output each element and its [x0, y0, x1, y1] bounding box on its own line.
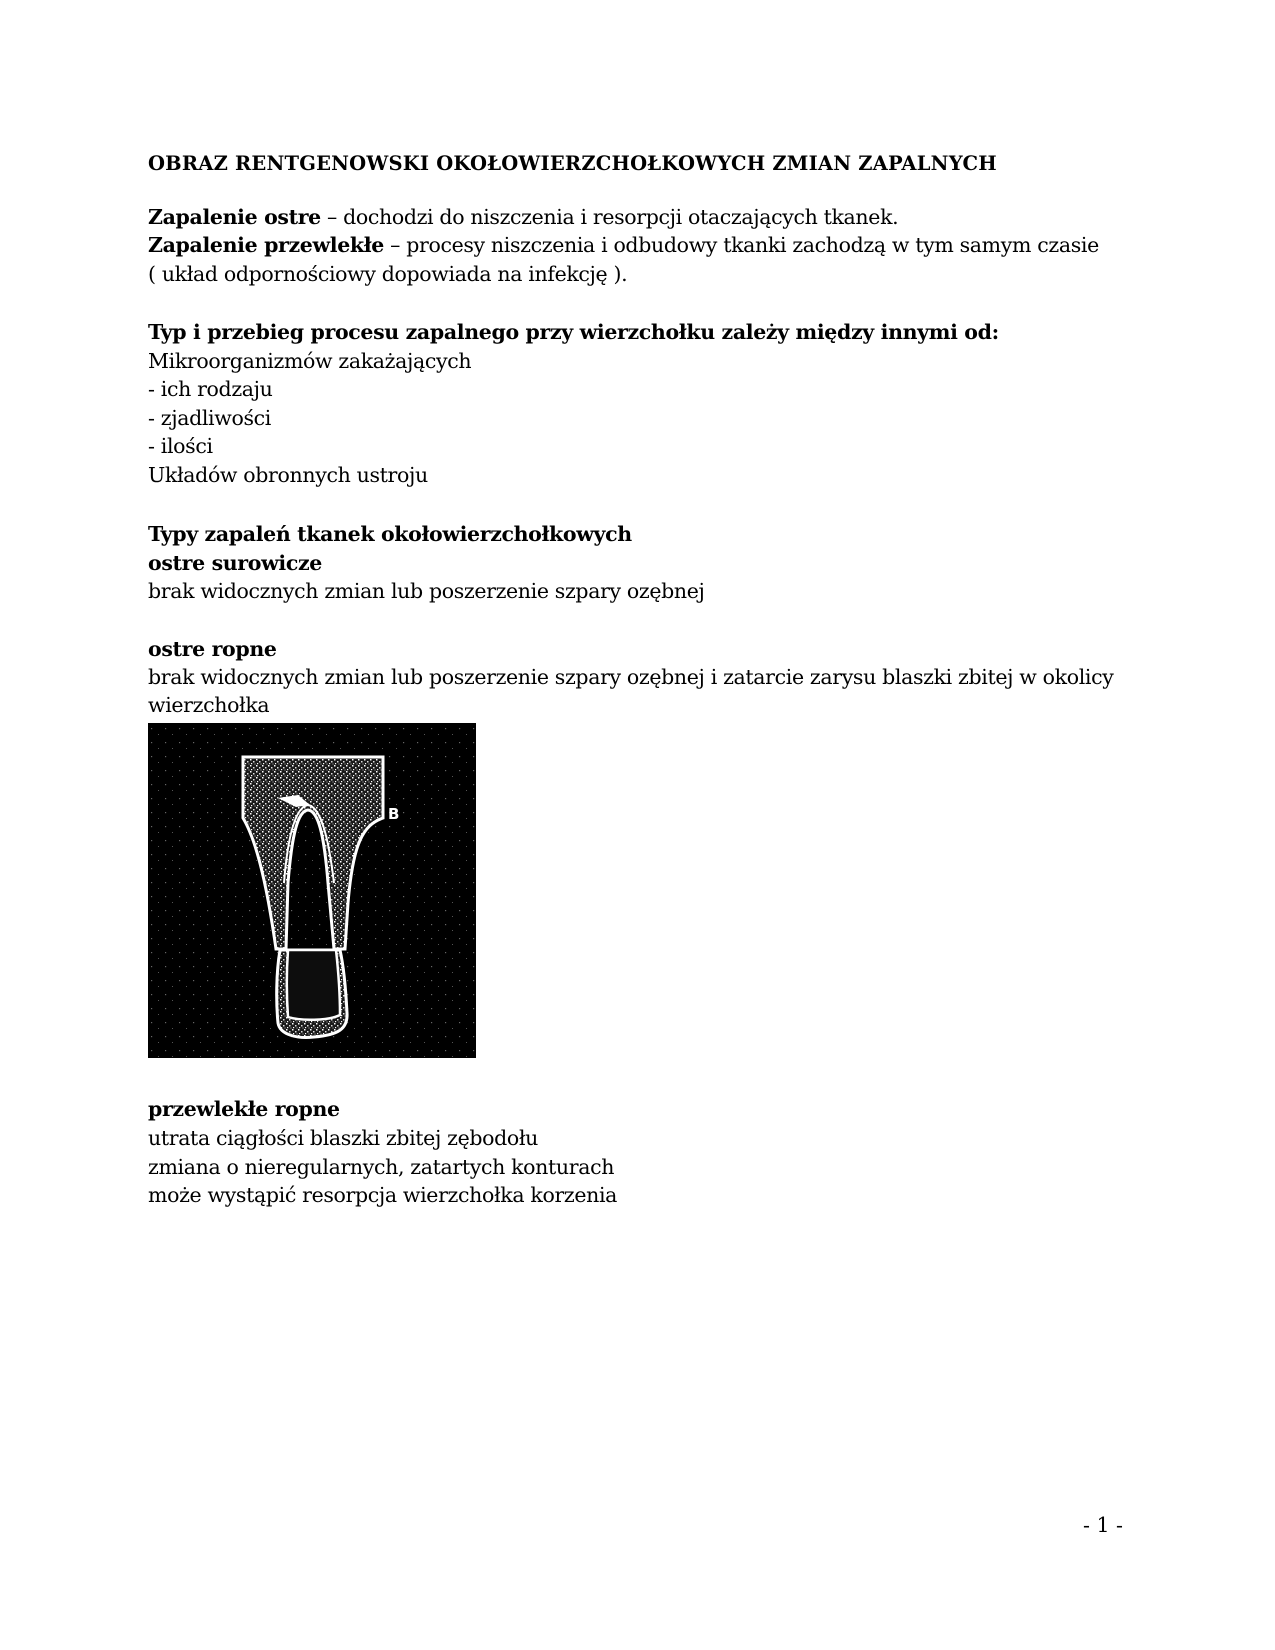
definition-term: Zapalenie przewlekłe — [148, 233, 384, 257]
definition-term: Zapalenie ostre — [148, 205, 321, 229]
type-description: wierzchołka — [148, 693, 270, 717]
factors-heading: Typ i przebieg procesu zapalnego przy wierzchołku zależy między innymi od: — [148, 320, 999, 344]
page-number: - 1 - — [1083, 1513, 1123, 1537]
factor-line: - ilości — [148, 434, 213, 458]
figure-label: B — [388, 805, 400, 823]
definition-chronic-continuation: ( układ odpornościowy dopowiada na infekcję ). — [148, 262, 628, 286]
definition-text: dochodzi do niszczenia i resorpcji otaczających tkanek. — [343, 205, 899, 229]
type-description: utrata ciągłości blaszki zbitej zębodołu — [148, 1126, 539, 1150]
type-name-chronic-purulent: przewlekłe ropne — [148, 1097, 340, 1121]
definition-chronic — [148, 231, 1099, 260]
document-title: OBRAZ RENTGENOWSKI OKOŁOWIERZCHOŁKOWYCH ZMIAN ZAPALNYCH — [148, 152, 997, 175]
definition-separator: – — [384, 233, 407, 257]
definition-text: procesy niszczenia i odbudowy tkanki zachodzą w tym samym czasie — [406, 233, 1099, 257]
type-description: zmiana o nieregularnych, zatartych konturach — [148, 1155, 615, 1179]
type-name-acute-purulent: ostre ropne — [148, 637, 277, 661]
type-description: brak widocznych zmian lub poszerzenie szpary ozębnej i zatarcie zarysu blaszki zbitej w okolicy — [148, 665, 1114, 689]
factor-line: - zjadliwości — [148, 406, 271, 430]
factor-line: Mikroorganizmów zakażających — [148, 349, 472, 373]
type-description: może wystąpić resorpcja wierzchołka korzenia — [148, 1183, 618, 1207]
tooth-radiograph-figure — [148, 723, 476, 1058]
types-heading: Typy zapaleń tkanek okołowierzchołkowych — [148, 522, 632, 546]
definition-acute — [148, 203, 898, 232]
factor-line: - ich rodzaju — [148, 377, 273, 401]
type-name-acute-serous: ostre surowicze — [148, 551, 322, 575]
definition-separator: – — [320, 205, 344, 229]
factor-line: Układów obronnych ustroju — [148, 463, 428, 487]
type-description: brak widocznych zmian lub poszerzenie szpary ozębnej — [148, 579, 705, 603]
